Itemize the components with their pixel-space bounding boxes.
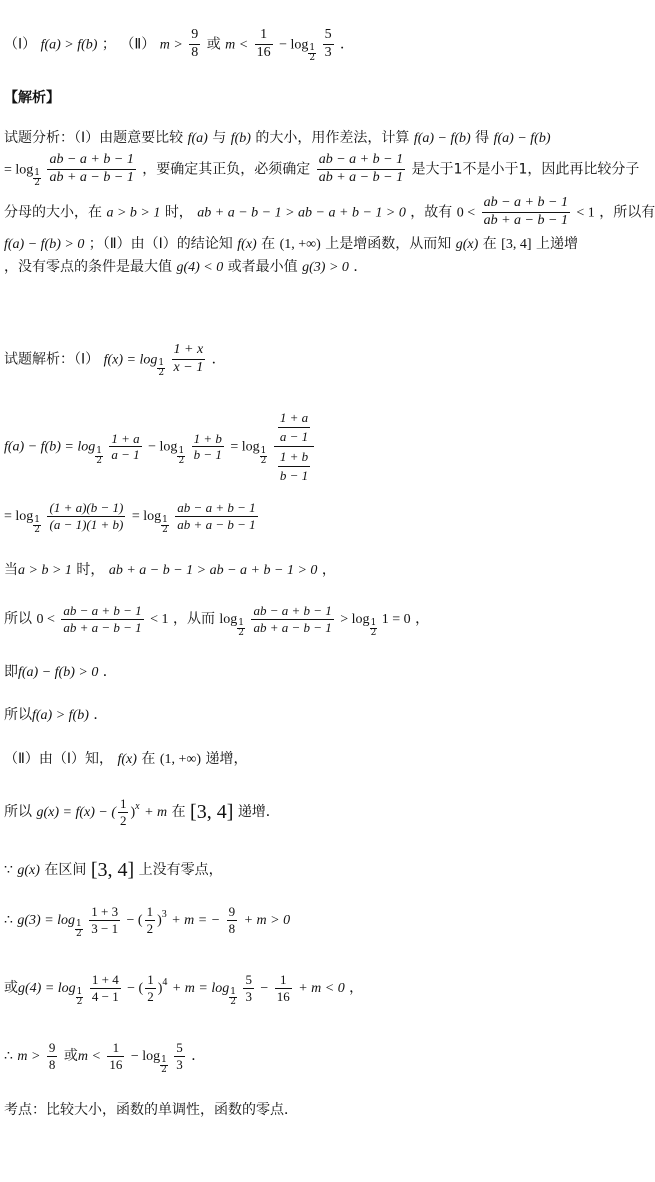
analysis-l4-fx: f(x) — [237, 237, 257, 252]
solution-s5-end: ， — [415, 611, 430, 628]
kaodian-line: 考点：比较大小，函数的单调性，函数的零点． — [4, 1102, 298, 1118]
solution-s9-int: [3, 4] — [190, 801, 234, 824]
analysis-l2-mid: ，要确定其正负，必须确定 — [142, 161, 311, 178]
solution-line-5 — [4, 603, 429, 638]
analysis-l5-prefix: ，没有零点的条件是最大值 — [4, 259, 172, 275]
analysis-l4-mid: ；（Ⅱ）由（Ⅰ）的结论知 — [88, 236, 233, 252]
analysis-l2-end: 是大于1不是小于1，因此再比较分子 — [411, 161, 640, 178]
answer-end: ． — [340, 36, 355, 53]
analysis-l1-get: 得 — [475, 130, 490, 146]
solution-s5-zero: 0 < — [36, 612, 55, 628]
because-symbol: ∵ — [4, 863, 13, 878]
log-base: $\frac{1}{2}$ — [96, 445, 102, 466]
log-base: $\frac{1}{2}$ — [309, 43, 316, 64]
analysis-frac-1: $\frac{ab - a + b - 1}{ab + a - b - 1}$ — [49, 152, 134, 185]
answer-part2-label: （Ⅱ） — [120, 36, 156, 53]
analysis-l3-prefix: 分母的大小，在 — [4, 204, 102, 221]
solution-line-4 — [4, 562, 336, 580]
analysis-l3-end: ，所以有 — [599, 204, 655, 221]
analysis-frac-2: $\frac{ab - a + b - 1}{ab + a - b - 1}$ — [318, 152, 404, 185]
solution-s11-end: + m > 0 — [243, 913, 291, 929]
analysis-header: 【解析】 — [4, 90, 60, 106]
solution-s4-when: 时， — [76, 562, 105, 578]
solution-s4-end: ， — [321, 562, 336, 578]
solution-s13-or: 或 — [63, 1048, 78, 1065]
solution-s7-end: ． — [93, 707, 108, 723]
solution-s8-in: 在 — [141, 751, 156, 767]
log-base: $\frac{1}{2}$ — [370, 618, 377, 639]
solution-s2-nested-frac — [274, 408, 314, 485]
solution-s7-expr: f(a) > f(b) — [32, 708, 89, 723]
solution-s1-end: ． — [211, 351, 226, 368]
solution-s13-mlt: m < — [77, 1049, 101, 1065]
analysis-l3-mid: ，故有 — [410, 204, 453, 221]
analysis-l5-or: 或者最小值 — [227, 259, 298, 275]
analysis-l4-inc: 上是增函数，从而知 — [325, 236, 452, 252]
solution-s5-mid: ，从而 — [172, 611, 215, 628]
analysis-line-3 — [4, 195, 655, 230]
solution-s9-x: x — [135, 801, 140, 813]
solution-line-9 — [4, 796, 280, 828]
solution-s1-fx: f(x) = log — [103, 352, 158, 368]
analysis-l1-and: 与 — [212, 130, 227, 146]
solution-line-1 — [4, 342, 226, 378]
solution-s2-inner-bottom: $\frac{1 + b}{b - 1}$ — [279, 449, 309, 483]
answer-m-gt: m > — [159, 37, 183, 53]
solution-line-3 — [4, 500, 260, 535]
solution-s12-end: + m < 0 — [298, 981, 345, 997]
log-base: $\frac{1}{2}$ — [34, 515, 41, 536]
solution-s13-mgt: m > — [17, 1049, 41, 1065]
solution-s2-eq: = log — [230, 439, 260, 455]
log-base: $\frac{1}{2}$ — [238, 618, 245, 639]
analysis-l4-interval: (1, +∞) — [279, 237, 321, 252]
solution-s10-mid: 在区间 — [44, 862, 87, 878]
solution-line-11 — [4, 904, 290, 939]
solution-s12-frac-5-3: $\frac{5}{3}$ — [245, 972, 252, 1004]
answer-minus-log: − log — [279, 37, 309, 53]
analysis-l1-diff: f(a) − f(b) — [413, 131, 471, 146]
solution-s12-comma: ， — [349, 980, 364, 997]
analysis-l5-g3: g(3) > 0 — [302, 260, 349, 275]
solution-s12-rp: ) — [157, 981, 163, 997]
solution-s2-frac-b: $\frac{1 + b}{b - 1}$ — [193, 430, 222, 463]
analysis-l5-g4: g(4) < 0 — [176, 260, 224, 275]
solution-line-6 — [4, 664, 117, 682]
analysis-line-5 — [4, 259, 367, 277]
log-base: $\frac{1}{2}$ — [230, 987, 236, 1008]
therefore-symbol: ∴ — [4, 913, 13, 929]
solution-line-2 — [4, 408, 316, 485]
solution-s10-int: [3, 4] — [90, 859, 135, 881]
solution-line-7 — [4, 707, 107, 725]
analysis-l1-prefix: 试题分析：（Ⅰ）由题意要比较 — [4, 130, 184, 146]
solution-s9-prefix: 所以 — [4, 804, 32, 821]
solution-s1-frac: $\frac{1 + x}{x - 1}$ — [173, 342, 204, 375]
solution-line-12 — [4, 972, 363, 1007]
log-base: $\frac{1}{2}$ — [162, 515, 168, 536]
solution-s11-pow: 3 — [161, 909, 167, 921]
solution-s4-ineq: ab + a − b − 1 > ab − a + b − 1 > 0 — [108, 563, 318, 578]
solution-s4-cond: a > b > 1 — [18, 563, 72, 578]
answer-frac-5-3: $\frac{5}{3}$ — [324, 27, 332, 60]
solution-s6-prefix: 即 — [4, 664, 18, 680]
analysis-l1-fa: f(a) — [187, 131, 208, 146]
solution-s10-gx: g(x) — [17, 863, 40, 878]
solution-s12-frac: $\frac{1 + 4}{4 - 1}$ — [91, 972, 119, 1004]
solution-s5-frac-2: $\frac{ab - a + b - 1}{ab + a - b - 1}$ — [253, 603, 332, 635]
solution-s9-end: 递增． — [237, 804, 280, 821]
solution-s8-prefix: （Ⅱ）由（Ⅰ）知， — [4, 751, 114, 767]
solution-s2-frac-a: $\frac{1 + a}{a - 1}$ — [111, 430, 140, 463]
analysis-line-2 — [4, 152, 639, 188]
solution-s2-inner-top: $\frac{1 + a}{a - 1}$ — [279, 410, 309, 444]
analysis-l3-ineq: ab + a − b − 1 > ab − a + b − 1 > 0 — [197, 205, 406, 221]
solution-s12-half: $\frac{1}{2}$ — [147, 972, 154, 1004]
analysis-l4-in2: 在 — [482, 236, 497, 252]
log-base: $\frac{1}{2}$ — [34, 168, 41, 189]
solution-s11-half: $\frac{1}{2}$ — [146, 904, 154, 936]
analysis-l3-lt1: < 1 — [576, 205, 595, 221]
log-base: $\frac{1}{2}$ — [158, 358, 165, 379]
analysis-l3-cond: a > b > 1 — [106, 205, 161, 221]
log-base: $\frac{1}{2}$ — [76, 987, 83, 1008]
solution-s9-rp: ) — [130, 805, 136, 821]
answer-or: 或 — [206, 36, 221, 53]
analysis-l4-expr: f(a) − f(b) > 0 — [4, 237, 85, 252]
analysis-l3-zero: 0 < — [456, 205, 476, 221]
answer-part1-expr: f(a) > f(b) — [40, 37, 98, 53]
analysis-l1-diff2: f(a) − f(b) — [493, 131, 551, 146]
solution-s13-frac-1-16: $\frac{1}{16}$ — [109, 1040, 123, 1072]
solution-s9-in: 在 — [171, 804, 186, 821]
solution-s5-frac-1: $\frac{ab - a + b - 1}{ab + a - b - 1}$ — [63, 603, 142, 635]
analysis-l1-mid: 的大小，用作差法，计算 — [255, 130, 410, 146]
solution-line-13 — [4, 1040, 205, 1075]
analysis-l1-fb: f(b) — [230, 131, 251, 146]
answer-part1-label: （Ⅰ） — [4, 36, 37, 53]
solution-s10-end: 上没有零点， — [138, 862, 223, 878]
solution-s3-frac-2: $\frac{ab - a + b - 1}{ab + a - b - 1}$ — [177, 500, 256, 532]
solution-s3-eq: = log — [4, 509, 34, 525]
solution-s8-fx: f(x) — [117, 752, 137, 767]
solution-s5-lt1: < 1 — [150, 612, 169, 628]
solution-s2-minus: − log — [148, 439, 178, 455]
solution-s9-m: + m — [144, 805, 168, 821]
log-base: $\frac{1}{2}$ — [76, 919, 82, 940]
solution-s11-lhs: g(3) = log — [17, 913, 76, 929]
analysis-line-1 — [4, 130, 551, 148]
log-base: $\frac{1}{2}$ — [260, 445, 267, 466]
solution-s6-expr: f(a) − f(b) > 0 — [18, 665, 99, 680]
answer-sep: ； — [101, 36, 116, 53]
solution-s13-frac-5-3: $\frac{5}{3}$ — [176, 1040, 183, 1072]
solution-s5-log: log — [219, 612, 238, 628]
solution-s8-int: (1, +∞) — [159, 752, 202, 767]
solution-s3-eq2: = log — [131, 509, 162, 525]
solution-s12-minus: − — [260, 981, 269, 997]
therefore-symbol: ∴ — [4, 1049, 13, 1065]
solution-s11-rest: + m = − — [171, 913, 221, 929]
analysis-line-4 — [4, 236, 578, 254]
analysis-l4-in: 在 — [261, 236, 276, 252]
analysis-l3-when: 时， — [164, 204, 193, 221]
solution-line-10 — [4, 858, 223, 882]
analysis-l4-int2: [3, 4] — [501, 237, 532, 252]
solution-s12-mid: − ( — [127, 981, 144, 997]
answer-m-lt: m < — [225, 37, 249, 53]
solution-s9-lhs: g(x) = f(x) − ( — [36, 805, 116, 821]
solution-s6-end: ． — [102, 664, 117, 680]
solution-s5-prefix: 所以 — [4, 611, 32, 628]
solution-s12-or: 或 — [4, 980, 18, 997]
answer-frac-1-16: $\frac{1}{16}$ — [256, 27, 271, 60]
solution-s7-prefix: 所以 — [4, 707, 32, 723]
solution-s13-log: − log — [130, 1049, 161, 1065]
answer-frac-9-8: $\frac{9}{8}$ — [191, 27, 199, 60]
solution-s5-gt: > log — [340, 612, 370, 628]
solution-s13-end: ． — [191, 1048, 206, 1065]
solution-s12-pow: 4 — [162, 977, 168, 989]
analysis-l4-gx: g(x) — [455, 237, 479, 252]
analysis-frac-3: $\frac{ab - a + b - 1}{ab + a - b - 1}$ — [483, 195, 568, 228]
solution-s12-frac-1-16: $\frac{1}{16}$ — [276, 972, 290, 1004]
solution-s11-frac-9-8: $\frac{9}{8}$ — [228, 904, 236, 936]
solution-s12-eq: + m = log — [171, 981, 230, 997]
log-base: $\frac{1}{2}$ — [161, 1055, 167, 1076]
solution-s4-prefix: 当 — [4, 562, 18, 578]
solution-s2-lhs: f(a) − f(b) = log — [4, 439, 96, 455]
solution-s11-mid: − ( — [126, 913, 143, 929]
solution-line-8 — [4, 751, 247, 769]
analysis-l4-end: 上递增 — [535, 236, 578, 252]
solution-s1-prefix: 试题解析：（Ⅰ） — [4, 351, 100, 368]
solution-s11-rp: ) — [157, 913, 162, 929]
log-base: $\frac{1}{2}$ — [178, 445, 185, 466]
analysis-l5-end: ． — [353, 259, 368, 275]
solution-s8-end: 递增， — [205, 751, 248, 767]
solution-s5-one: 1 = 0 — [381, 612, 411, 628]
solution-s11-frac: $\frac{1 + 3}{3 - 1}$ — [91, 904, 119, 936]
solution-s12-lhs: g(4) = log — [18, 981, 76, 997]
solution-s3-frac-1: $\frac{(1 + a)(b - 1)}{(a - 1)(1 + b)}$ — [49, 500, 124, 532]
solution-s9-half: $\frac{1}{2}$ — [119, 796, 127, 828]
solution-s13-frac-9-8: $\frac{9}{8}$ — [48, 1040, 56, 1072]
analysis-l2-eq: = log — [4, 162, 34, 178]
answer-line — [4, 27, 354, 63]
